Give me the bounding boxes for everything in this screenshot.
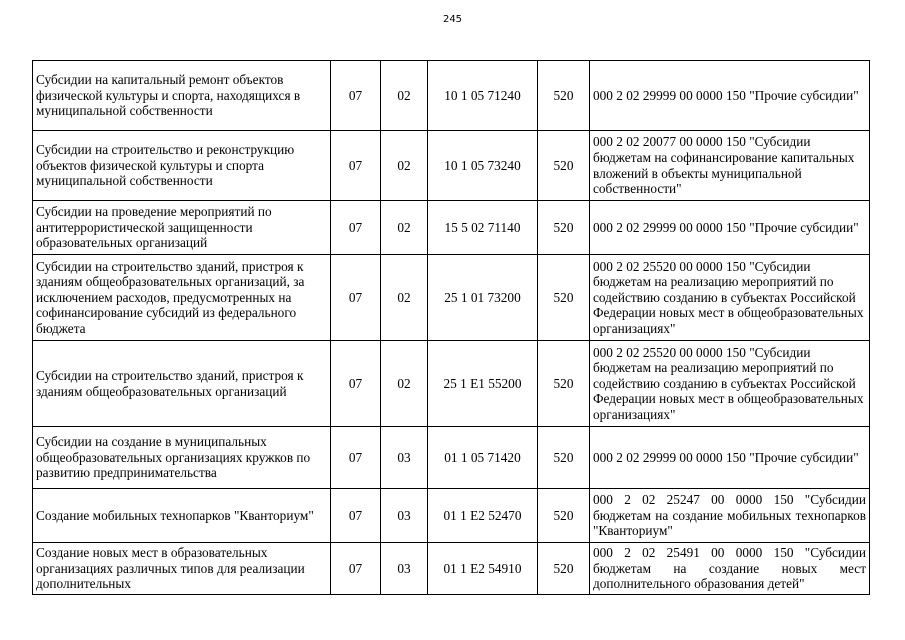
revenue-source-cell: 000 2 02 25247 00 0000 150 "Субсидии бюджетам на создание мобильных технопарков "Кванториум" xyxy=(590,489,870,543)
expense-name-cell: Создание мобильных технопарков "Кванториум" xyxy=(33,489,331,543)
subsection-code-cell: 03 xyxy=(381,543,428,595)
revenue-source-cell: 000 2 02 25520 00 0000 150 "Субсидии бюджетам на реализацию мероприятий по содействию созданию в субъектах Российской Федерации новых мест в общеобразовательных организациях" xyxy=(590,341,870,427)
budget-table xyxy=(32,60,870,595)
section-code-cell: 07 xyxy=(331,341,381,427)
expense-type-cell: 520 xyxy=(538,341,590,427)
section-code-cell: 07 xyxy=(331,201,381,255)
expense-name-cell: Субсидии на проведение мероприятий по антитеррористической защищенности образовательных организаций xyxy=(33,201,331,255)
target-article-cell: 25 1 01 73200 xyxy=(428,255,538,341)
page-number: 245 xyxy=(442,14,463,25)
subsection-code-cell: 02 xyxy=(381,201,428,255)
table-row xyxy=(33,61,870,131)
subsection-code-cell: 02 xyxy=(381,61,428,131)
expense-type-cell: 520 xyxy=(538,131,590,201)
table-row xyxy=(33,543,870,595)
expense-name-cell: Субсидии на капитальный ремонт объектов физической культуры и спорта, находящихся в муниципальной собственности xyxy=(33,61,331,131)
target-article-cell: 01 1 E2 52470 xyxy=(428,489,538,543)
expense-type-cell: 520 xyxy=(538,61,590,131)
subsection-code-cell: 03 xyxy=(381,489,428,543)
expense-name-cell: Субсидии на строительство и реконструкцию объектов физической культуры и спорта муниципальной собственности xyxy=(33,131,331,201)
expense-type-cell: 520 xyxy=(538,489,590,543)
revenue-source-cell: 000 2 02 29999 00 0000 150 "Прочие субсидии" xyxy=(590,427,870,489)
expense-type-cell: 520 xyxy=(538,255,590,341)
table-row xyxy=(33,201,870,255)
expense-type-cell: 520 xyxy=(538,543,590,595)
target-article-cell: 10 1 05 71240 xyxy=(428,61,538,131)
expense-name-cell: Субсидии на строительство зданий, пристроя к зданиям общеобразовательных организаций, за исключением расходов, предусмотренных на софинансирование субсидий из федерального бюджета xyxy=(33,255,331,341)
target-article-cell: 10 1 05 73240 xyxy=(428,131,538,201)
section-code-cell: 07 xyxy=(331,61,381,131)
revenue-source-cell: 000 2 02 29999 00 0000 150 "Прочие субсидии" xyxy=(590,61,870,131)
section-code-cell: 07 xyxy=(331,543,381,595)
expense-type-cell: 520 xyxy=(538,201,590,255)
expense-name-cell: Создание новых мест в образовательных организациях различных типов для реализации дополнительных xyxy=(33,543,331,595)
table-row xyxy=(33,489,870,543)
table-row xyxy=(33,255,870,341)
subsection-code-cell: 03 xyxy=(381,427,428,489)
revenue-source-cell: 000 2 02 29999 00 0000 150 "Прочие субсидии" xyxy=(590,201,870,255)
expense-type-cell: 520 xyxy=(538,427,590,489)
expense-name-cell: Субсидии на строительство зданий, пристроя к зданиям общеобразовательных организаций xyxy=(33,341,331,427)
section-code-cell: 07 xyxy=(331,427,381,489)
subsection-code-cell: 02 xyxy=(381,341,428,427)
revenue-source-cell: 000 2 02 20077 00 0000 150 "Субсидии бюджетам на софинансирование капитальных вложений в объекты муниципальной собственности" xyxy=(590,131,870,201)
target-article-cell: 01 1 05 71420 xyxy=(428,427,538,489)
target-article-cell: 15 5 02 71140 xyxy=(428,201,538,255)
section-code-cell: 07 xyxy=(331,489,381,543)
table-row xyxy=(33,341,870,427)
expense-name-cell: Субсидии на создание в муниципальных общеобразовательных организациях кружков по развитию предпринимательства xyxy=(33,427,331,489)
target-article-cell: 01 1 E2 54910 xyxy=(428,543,538,595)
subsection-code-cell: 02 xyxy=(381,255,428,341)
revenue-source-cell: 000 2 02 25491 00 0000 150 "Субсидии бюджетам на создание новых мест дополнительного образования детей" xyxy=(590,543,870,595)
table-row xyxy=(33,131,870,201)
section-code-cell: 07 xyxy=(331,131,381,201)
revenue-source-cell: 000 2 02 25520 00 0000 150 "Субсидии бюджетам на реализацию мероприятий по содействию созданию в субъектах Российской Федерации новых мест в общеобразовательных организациях" xyxy=(590,255,870,341)
subsection-code-cell: 02 xyxy=(381,131,428,201)
table-row xyxy=(33,427,870,489)
section-code-cell: 07 xyxy=(331,255,381,341)
target-article-cell: 25 1 E1 55200 xyxy=(428,341,538,427)
